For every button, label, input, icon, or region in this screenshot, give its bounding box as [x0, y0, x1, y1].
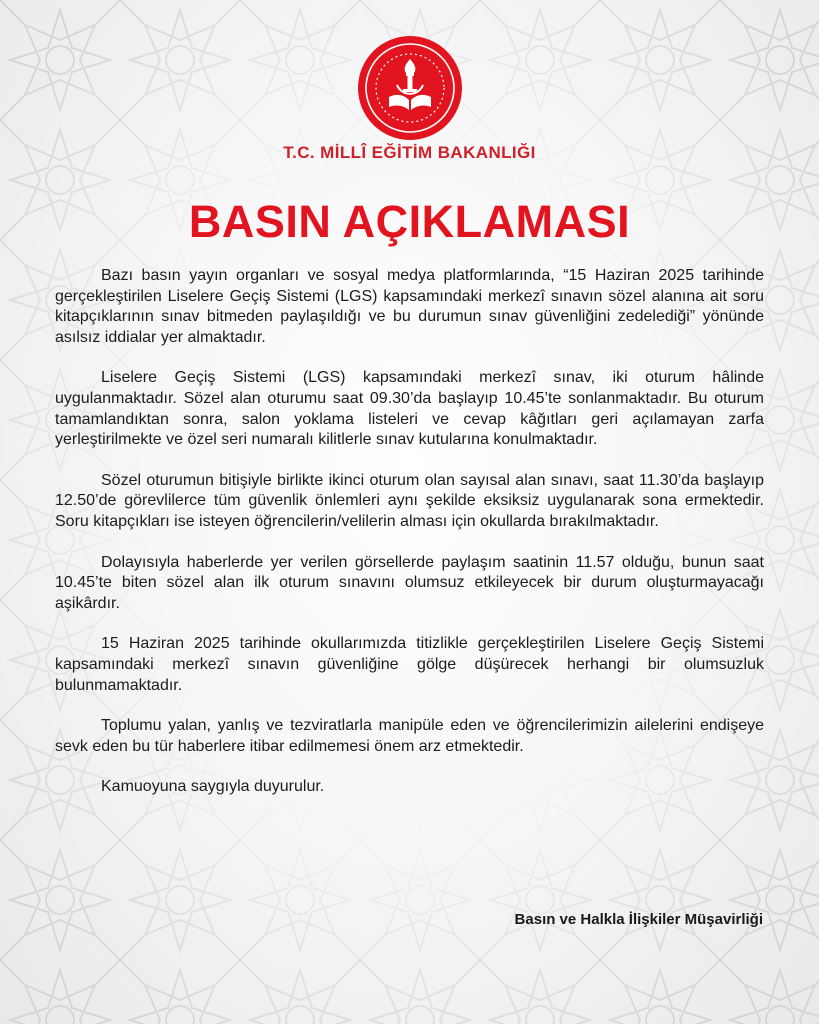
page-title: BASIN AÇIKLAMASI [188, 196, 631, 247]
statement-body [55, 266, 764, 818]
paragraph-1: Bazı basın yayın organları ve sosyal medya platformlarında, “15 Haziran 2025 tarihinde gerçekleştirilen Liselere Geçiş Sistemi (LGS) kapsamındaki merkezî sınavın sözel alanına ait soru kitapçıklarının sınav bitmeden paylaşıldığı ve bu durumun sınav güvenliğini zedelediği” yönünde asılsız iddialar yer almaktadır. [55, 267, 764, 346]
signature: Basın ve Halkla İlişkiler Müşavirliği [514, 911, 763, 928]
paragraph-4: Dolayısıyla haberlerde yer verilen görsellerde paylaşım saatinin 11.57 olduğu, bunun saat 10.45’te biten sözel alan ilk oturum sınavını olumsuz etkileyecek bir durum oluşturmayacağı aşikârdır. [55, 553, 764, 612]
paragraph-5: 15 Haziran 2025 tarihinde okullarımızda titizlikle gerçekleştirilen Liselere Geçiş Sistemi kapsamındaki merkezî sınavın güvenliğine gölge düşürecek herhangi bir olumsuzluk bulunmamaktadır. [55, 635, 764, 694]
meb-logo [357, 35, 463, 141]
closing-line: Kamuoyuna saygıyla duyurulur. [101, 778, 325, 796]
paragraph-2: Liselere Geçiş Sistemi (LGS) kapsamındaki merkezî sınav, iki oturum hâlinde uygulanmaktadır. Sözel alan oturumu saat 09.30’da başlayıp 10.45’te sonlanmaktadır. Bu oturum tamamlandıktan sonra, salon yoklama listeleri ve cevap kâğıtları geri açılamayan zarfa yerleştirilmekte ve özel seri numaralı kilitlerle sınav kutularına konulmaktadır. [55, 369, 764, 449]
ministry-name: T.C. MİLLÎ EĞİTİM BAKANLIĞI [283, 143, 536, 162]
paragraph-6: Toplumu yalan, yanlış ve tezviratlarla manipüle eden ve öğrencilerimizin ailelerini endişeye sevk eden bu tür haberlere itibar edilmemesi önem arz etmektedir. [55, 717, 764, 755]
paragraph-3: Sözel oturumun bitişiyle birlikte ikinci oturum olan sayısal alan sınavı, saat 11.30’da başlayıp 12.50’de görevlilerce tüm güvenlik önlemleri aynı şekilde eksiksiz uygulanarak sona ermektedir. Soru kitapçıkları ise isteyen öğrencilerin/velilerin alması için okullarda bırakılmaktadır. [55, 471, 764, 530]
